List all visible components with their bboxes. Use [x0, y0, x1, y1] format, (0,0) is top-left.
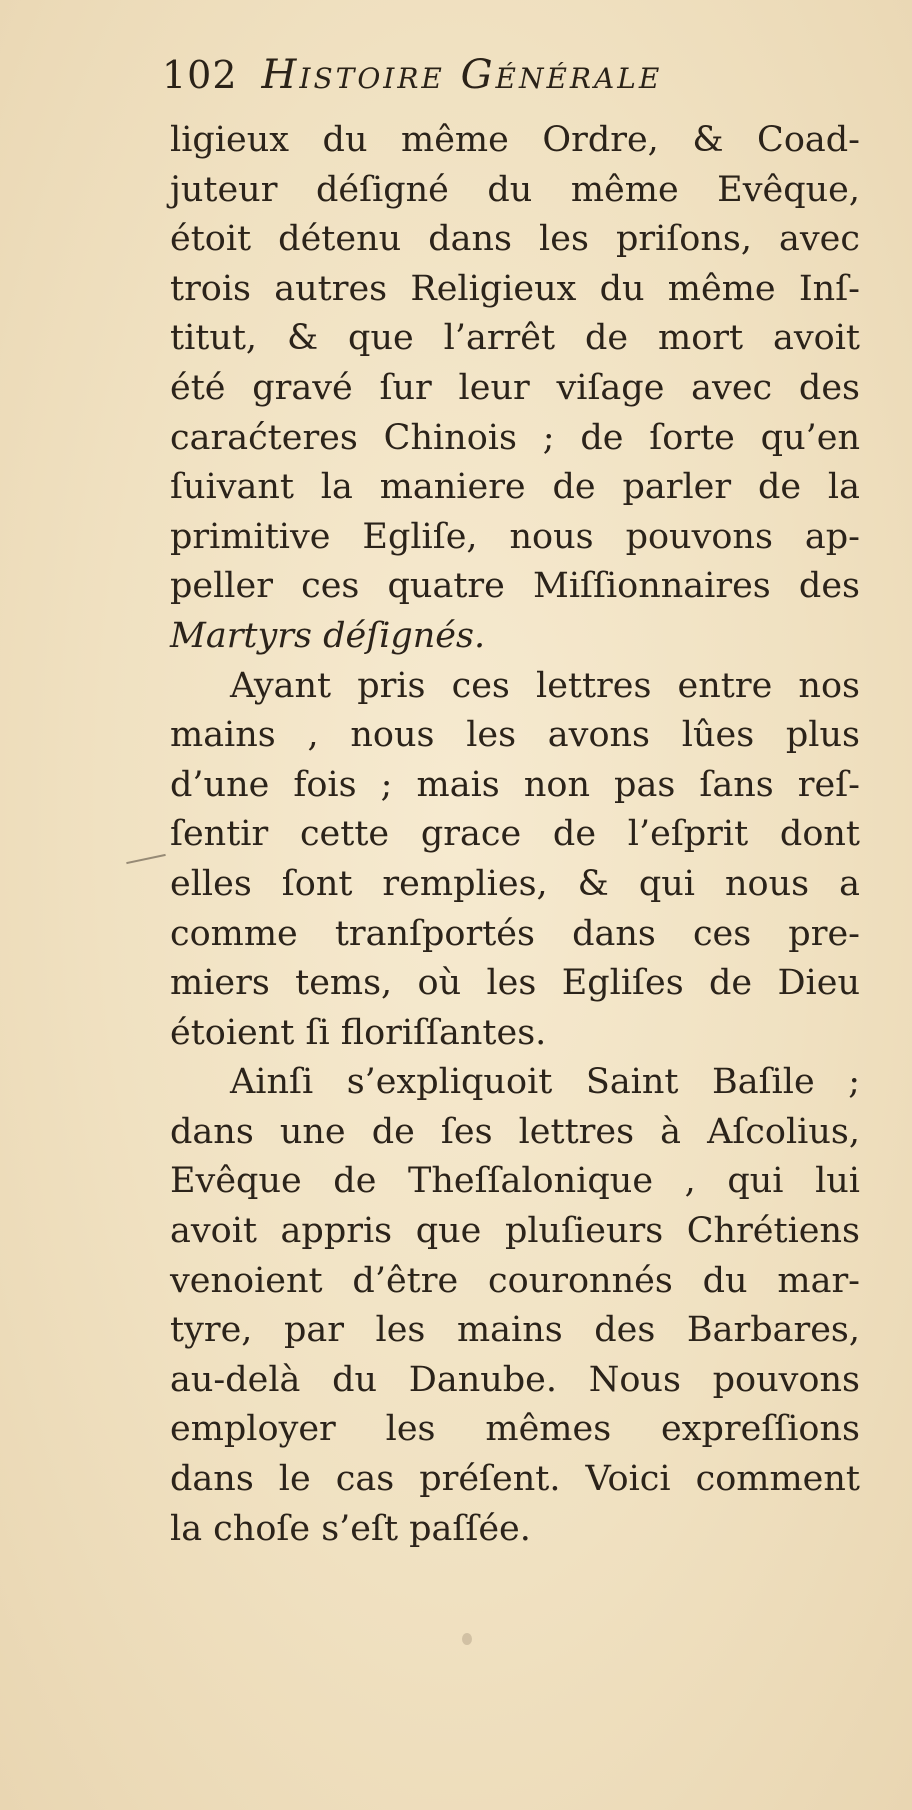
text-line: venoient d’être couronnés du mar- — [170, 1260, 860, 1301]
text-line: au-delà du Danube. Nous pouvons — [170, 1359, 860, 1400]
ink-smudge — [462, 1633, 472, 1645]
text-line: Ainſi s’expliquoit Saint Baſile ; — [230, 1062, 860, 1103]
text-line: Ayant pris ces lettres entre nos — [230, 665, 860, 706]
text-line: juteur déſigné du même Evêque, — [170, 169, 860, 210]
text-line: mains , nous les avons lûes plus — [170, 715, 860, 756]
italic-text-line: Martyrs déſignés. — [170, 615, 486, 656]
margin-mark — [126, 854, 166, 864]
text-line: peller ces quatre Miſſionnaires des — [170, 566, 860, 607]
running-header — [162, 52, 822, 114]
text-line: employer les mêmes expreſſions — [170, 1409, 860, 1450]
text-line: dans le cas préſent. Voici comment — [170, 1459, 860, 1500]
text-line: été gravé ſur leur viſage avec des — [170, 367, 860, 408]
text-line: titut, & que l’arrêt de mort avoit — [170, 318, 860, 359]
text-line: miers tems, où les Egliſes de Dieu — [170, 963, 860, 1004]
text-line: comme tranſportés dans ces pre- — [170, 913, 860, 954]
text-line: la choſe s’eſt paſſée. — [170, 1508, 531, 1549]
text-line: elles ſont remplies, & qui nous a — [170, 863, 860, 904]
body-text — [170, 116, 860, 1554]
text-line: étoient ſi floriſſantes. — [170, 1012, 547, 1053]
text-line: avoit appris que pluſieurs Chrétiens — [170, 1211, 860, 1252]
text-line: étoit détenu dans les priſons, avec — [170, 219, 860, 260]
running-title: Histoire Générale — [261, 52, 663, 98]
text-line: tyre, par les mains des Barbares, — [170, 1310, 860, 1351]
text-line: caraćteres Chinois ; de ſorte qu’en — [170, 417, 860, 458]
text-line: d’une fois ; mais non pas ſans reſ- — [170, 764, 860, 805]
text-line: Evêque de Theſſalonique , qui lui — [170, 1161, 860, 1202]
text-line: dans une de ſes lettres à Aſcolius, — [170, 1111, 860, 1152]
page-number: 102 — [162, 53, 238, 97]
text-line: ſuivant la maniere de parler de la — [170, 467, 860, 508]
text-line: ſentir cette grace de l’eſprit dont — [170, 814, 860, 855]
text-line: trois autres Religieux du même Inſ- — [170, 268, 860, 309]
text-line: primitive Egliſe, nous pouvons ap- — [170, 516, 860, 557]
text-line: ligieux du même Ordre, & Coad- — [170, 120, 860, 160]
